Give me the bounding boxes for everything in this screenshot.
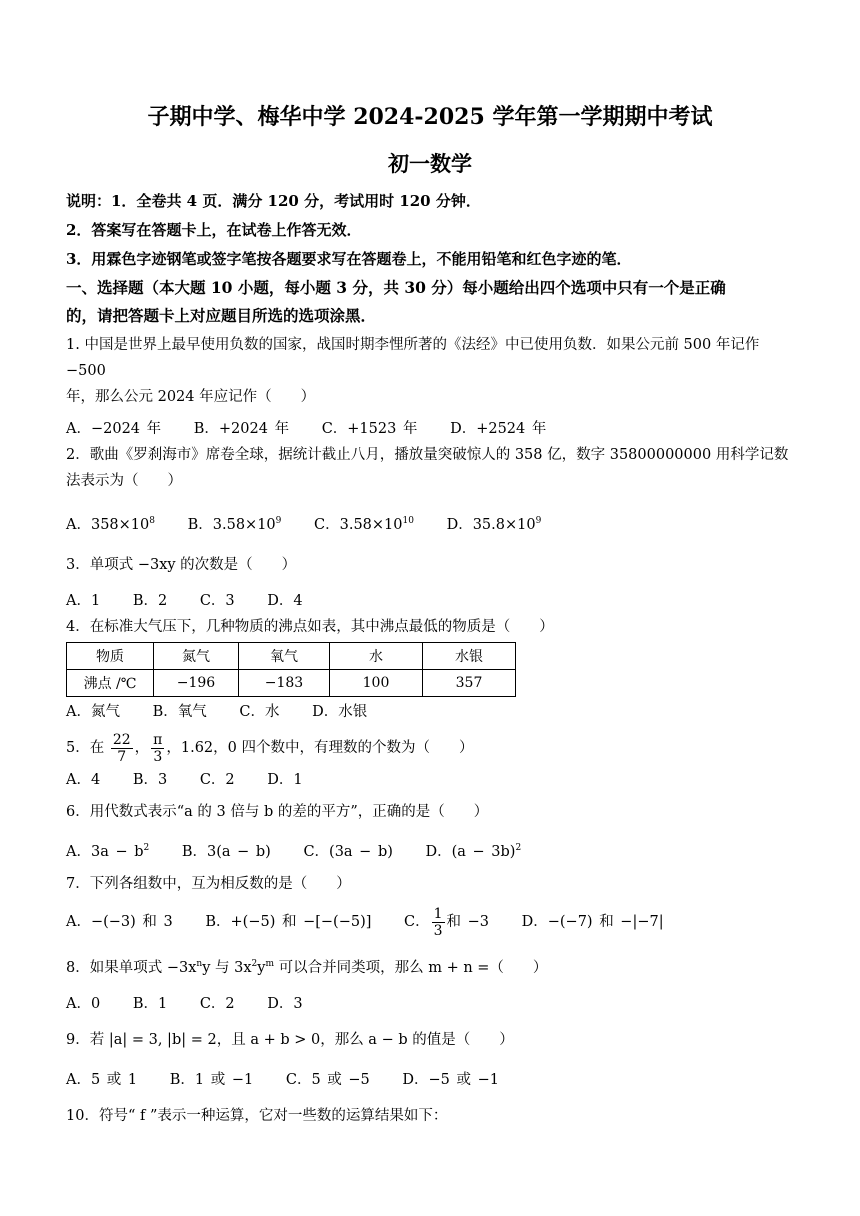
option-label: C．(3a − b)	[303, 844, 393, 860]
option-base: 358×10	[90, 517, 150, 533]
note-3: 3．用霖色字迹钢笔或签字笔按各题要求写在答题卷上，不能用铅笔和红色字迹的笔．	[66, 250, 632, 268]
question-8-options	[66, 991, 792, 1017]
question-6-option-b[interactable]	[182, 835, 271, 865]
question-4-option-b[interactable]: B．氧气	[152, 704, 207, 720]
question-7-option-a[interactable]: A．−(−3) 和 3	[66, 914, 173, 930]
question-9-options	[66, 1067, 792, 1093]
question-1-option-a[interactable]: A．−2024 年	[66, 421, 162, 437]
option-label: D．(a − 3b)	[425, 844, 516, 860]
q8-exponent-n: n	[196, 959, 203, 969]
question-7-options	[66, 903, 792, 941]
q8-middle: y 与 3x	[202, 960, 252, 976]
option-label: B．3(a − b)	[181, 844, 271, 860]
question-6-option-c[interactable]	[303, 835, 392, 865]
question-4-options	[66, 699, 792, 725]
option-label: A．3a − b	[66, 844, 144, 860]
q8-prefix: 8．如果单项式 −3x	[66, 960, 197, 976]
fraction-22-7	[111, 732, 133, 765]
question-5-option-c[interactable]: C．2	[199, 772, 235, 788]
option-label: A．	[66, 517, 91, 533]
question-7-option-b[interactable]: B．+(−5) 和 −[−(−5)]	[205, 914, 372, 930]
question-9-text: 9．若 |a| = 3, |b| = 2，且 a + b > 0，那么 a − b 的值是（ ）	[66, 1032, 514, 1048]
question-8-text	[66, 951, 792, 981]
fraction-1-3	[432, 906, 445, 939]
question-8-option-d[interactable]: D．3	[267, 996, 303, 1012]
question-2-option-c[interactable]	[314, 508, 414, 538]
fraction-denominator: 7	[117, 748, 127, 765]
table-cell: −183	[239, 670, 330, 697]
question-2-option-a[interactable]	[66, 508, 155, 538]
q8-suffix: 可以合并同类项，那么 m + n =（ ）	[274, 960, 548, 976]
section-heading-line-1: 一、选择题（本大题 10 小题，每小题 3 分，共 30 分）每小题给出四个选项中只有一个是正确	[66, 278, 726, 297]
question-10-text: 10．符号“ f ”表示一种运算，它对一些数的运算结果如下：	[66, 1108, 448, 1124]
q5-suffix: ，1.62，0 四个数中，有理数的个数为（ ）	[166, 740, 474, 756]
q8-exponent-m: m	[265, 959, 274, 969]
option-exponent: 2	[515, 843, 522, 853]
question-4-option-c[interactable]: C．水	[239, 704, 280, 720]
option-base: 3.58×10	[212, 517, 276, 533]
q8-middle-2: y	[257, 960, 266, 976]
question-7-option-c[interactable]	[404, 903, 489, 941]
question-1-line-2: 年，那么公元 2024 年应记作（ ）	[66, 389, 316, 405]
table-cell: 沸点 /℃	[67, 670, 154, 697]
question-7-option-d[interactable]: D．−(−7) 和 −|−7|	[521, 914, 664, 930]
fraction-numerator: 1	[433, 905, 443, 922]
fraction-denominator: 3	[153, 748, 163, 765]
question-9-option-d[interactable]: D．−5 或 −1	[402, 1072, 499, 1088]
question-2-option-b[interactable]	[188, 508, 282, 538]
question-8-option-b[interactable]: B．1	[132, 996, 168, 1012]
q8-exponent-2: 2	[251, 959, 258, 969]
option-label: C．	[404, 914, 430, 930]
option-exponent: 9	[535, 516, 542, 526]
question-3-options	[66, 588, 792, 614]
question-6-options	[66, 835, 792, 865]
question-5-text	[66, 729, 792, 767]
table-cell: −196	[154, 670, 239, 697]
note-2: 2．答案写在答题卡上，在试卷上作答无效．	[66, 221, 362, 239]
fraction-numerator: π	[153, 731, 163, 748]
question-5-options	[66, 767, 792, 793]
section-heading-line-2: 的，请把答题卡上对应题目所选的选项涂黑．	[66, 306, 377, 325]
question-1-option-d[interactable]: D．+2524 年	[450, 421, 547, 437]
option-base: 35.8×10	[472, 517, 536, 533]
question-1-line-1: 1. 中国是世界上最早使用负数的国家，战国时期李悝所著的《法经》中已使用负数．如果公元前 500 年记作 −500	[66, 337, 760, 379]
table-cell: 水	[330, 643, 423, 670]
question-6-option-d[interactable]	[426, 835, 522, 865]
question-9-option-b[interactable]: B．1 或 −1	[169, 1072, 254, 1088]
table-cell: 水银	[423, 643, 516, 670]
table-cell: 100	[330, 670, 423, 697]
table-cell: 氮气	[154, 643, 239, 670]
question-1-option-b[interactable]: B．+2024 年	[193, 421, 290, 437]
question-6-text: 6．用代数式表示“a 的 3 倍与 b 的差的平方”，正确的是（ ）	[66, 804, 489, 820]
table-row	[67, 643, 516, 670]
question-5-option-a[interactable]: A．4	[66, 772, 101, 788]
q5-separator: ，	[134, 740, 150, 756]
question-3-option-c[interactable]: C．3	[199, 593, 235, 609]
question-3-option-a[interactable]: A．1	[66, 593, 101, 609]
question-2-line-1: 2．歌曲《罗刹海市》席卷全球，据统计截止八月，播放量突破惊人的 358 亿，数字 35800000000 用科学记数	[66, 447, 789, 463]
option-rest: 和 −3	[446, 914, 490, 930]
option-label: B．	[187, 517, 213, 533]
question-5-option-b[interactable]: B．3	[132, 772, 168, 788]
table-cell: 物质	[67, 643, 154, 670]
question-2-line-2: 法表示为（ ）	[66, 473, 182, 489]
option-base: 3.58×10	[339, 517, 403, 533]
question-9-option-c[interactable]: C．5 或 −5	[285, 1072, 370, 1088]
table-cell: 357	[423, 670, 516, 697]
question-3-option-d[interactable]: D．4	[267, 593, 303, 609]
option-exponent: 2	[143, 843, 150, 853]
question-2-options	[66, 508, 792, 538]
question-3-text: 3．单项式 −3xy 的次数是（ ）	[66, 557, 297, 573]
exam-subtitle: 初一数学	[388, 151, 472, 176]
question-2-option-d[interactable]	[447, 508, 542, 538]
table-cell: 氧气	[239, 643, 330, 670]
question-4-text: 4．在标准大气压下，几种物质的沸点如表，其中沸点最低的物质是（ ）	[66, 619, 554, 635]
option-exponent: 9	[275, 516, 282, 526]
option-exponent: 10	[402, 516, 414, 526]
option-exponent: 8	[149, 516, 155, 526]
q5-prefix: 5．在	[66, 740, 105, 756]
exam-title: 子期中学、梅华中学 2024-2025 学年第一学期期中考试	[147, 104, 713, 130]
exam-body	[66, 187, 792, 1129]
question-1-option-c[interactable]: C．+1523 年	[321, 421, 418, 437]
fraction-numerator: 22	[112, 731, 131, 748]
question-5-option-d[interactable]: D．1	[267, 772, 303, 788]
question-8-option-a[interactable]: A．0	[66, 996, 101, 1012]
table-row	[67, 670, 516, 697]
question-9-option-a[interactable]: A．5 或 1	[66, 1072, 138, 1088]
question-6-option-a[interactable]	[66, 835, 149, 865]
boiling-point-table	[66, 642, 516, 697]
option-label: D．	[446, 517, 473, 533]
fraction-denominator: 3	[433, 922, 443, 939]
question-8-option-c[interactable]: C．2	[199, 996, 235, 1012]
question-4-option-d[interactable]: D．水银	[312, 704, 368, 720]
fraction-pi-3	[151, 732, 164, 765]
question-7-text: 7．下列各组数中，互为相反数的是（ ）	[66, 876, 351, 892]
question-3-option-b[interactable]: B．2	[132, 593, 168, 609]
note-1: 说明：1．全卷共 4 页．满分 120 分，考试用时 120 分钟．	[66, 192, 481, 210]
option-label: C．	[314, 517, 340, 533]
question-4-option-a[interactable]: A．氮气	[66, 704, 120, 720]
question-1-options	[66, 416, 792, 442]
